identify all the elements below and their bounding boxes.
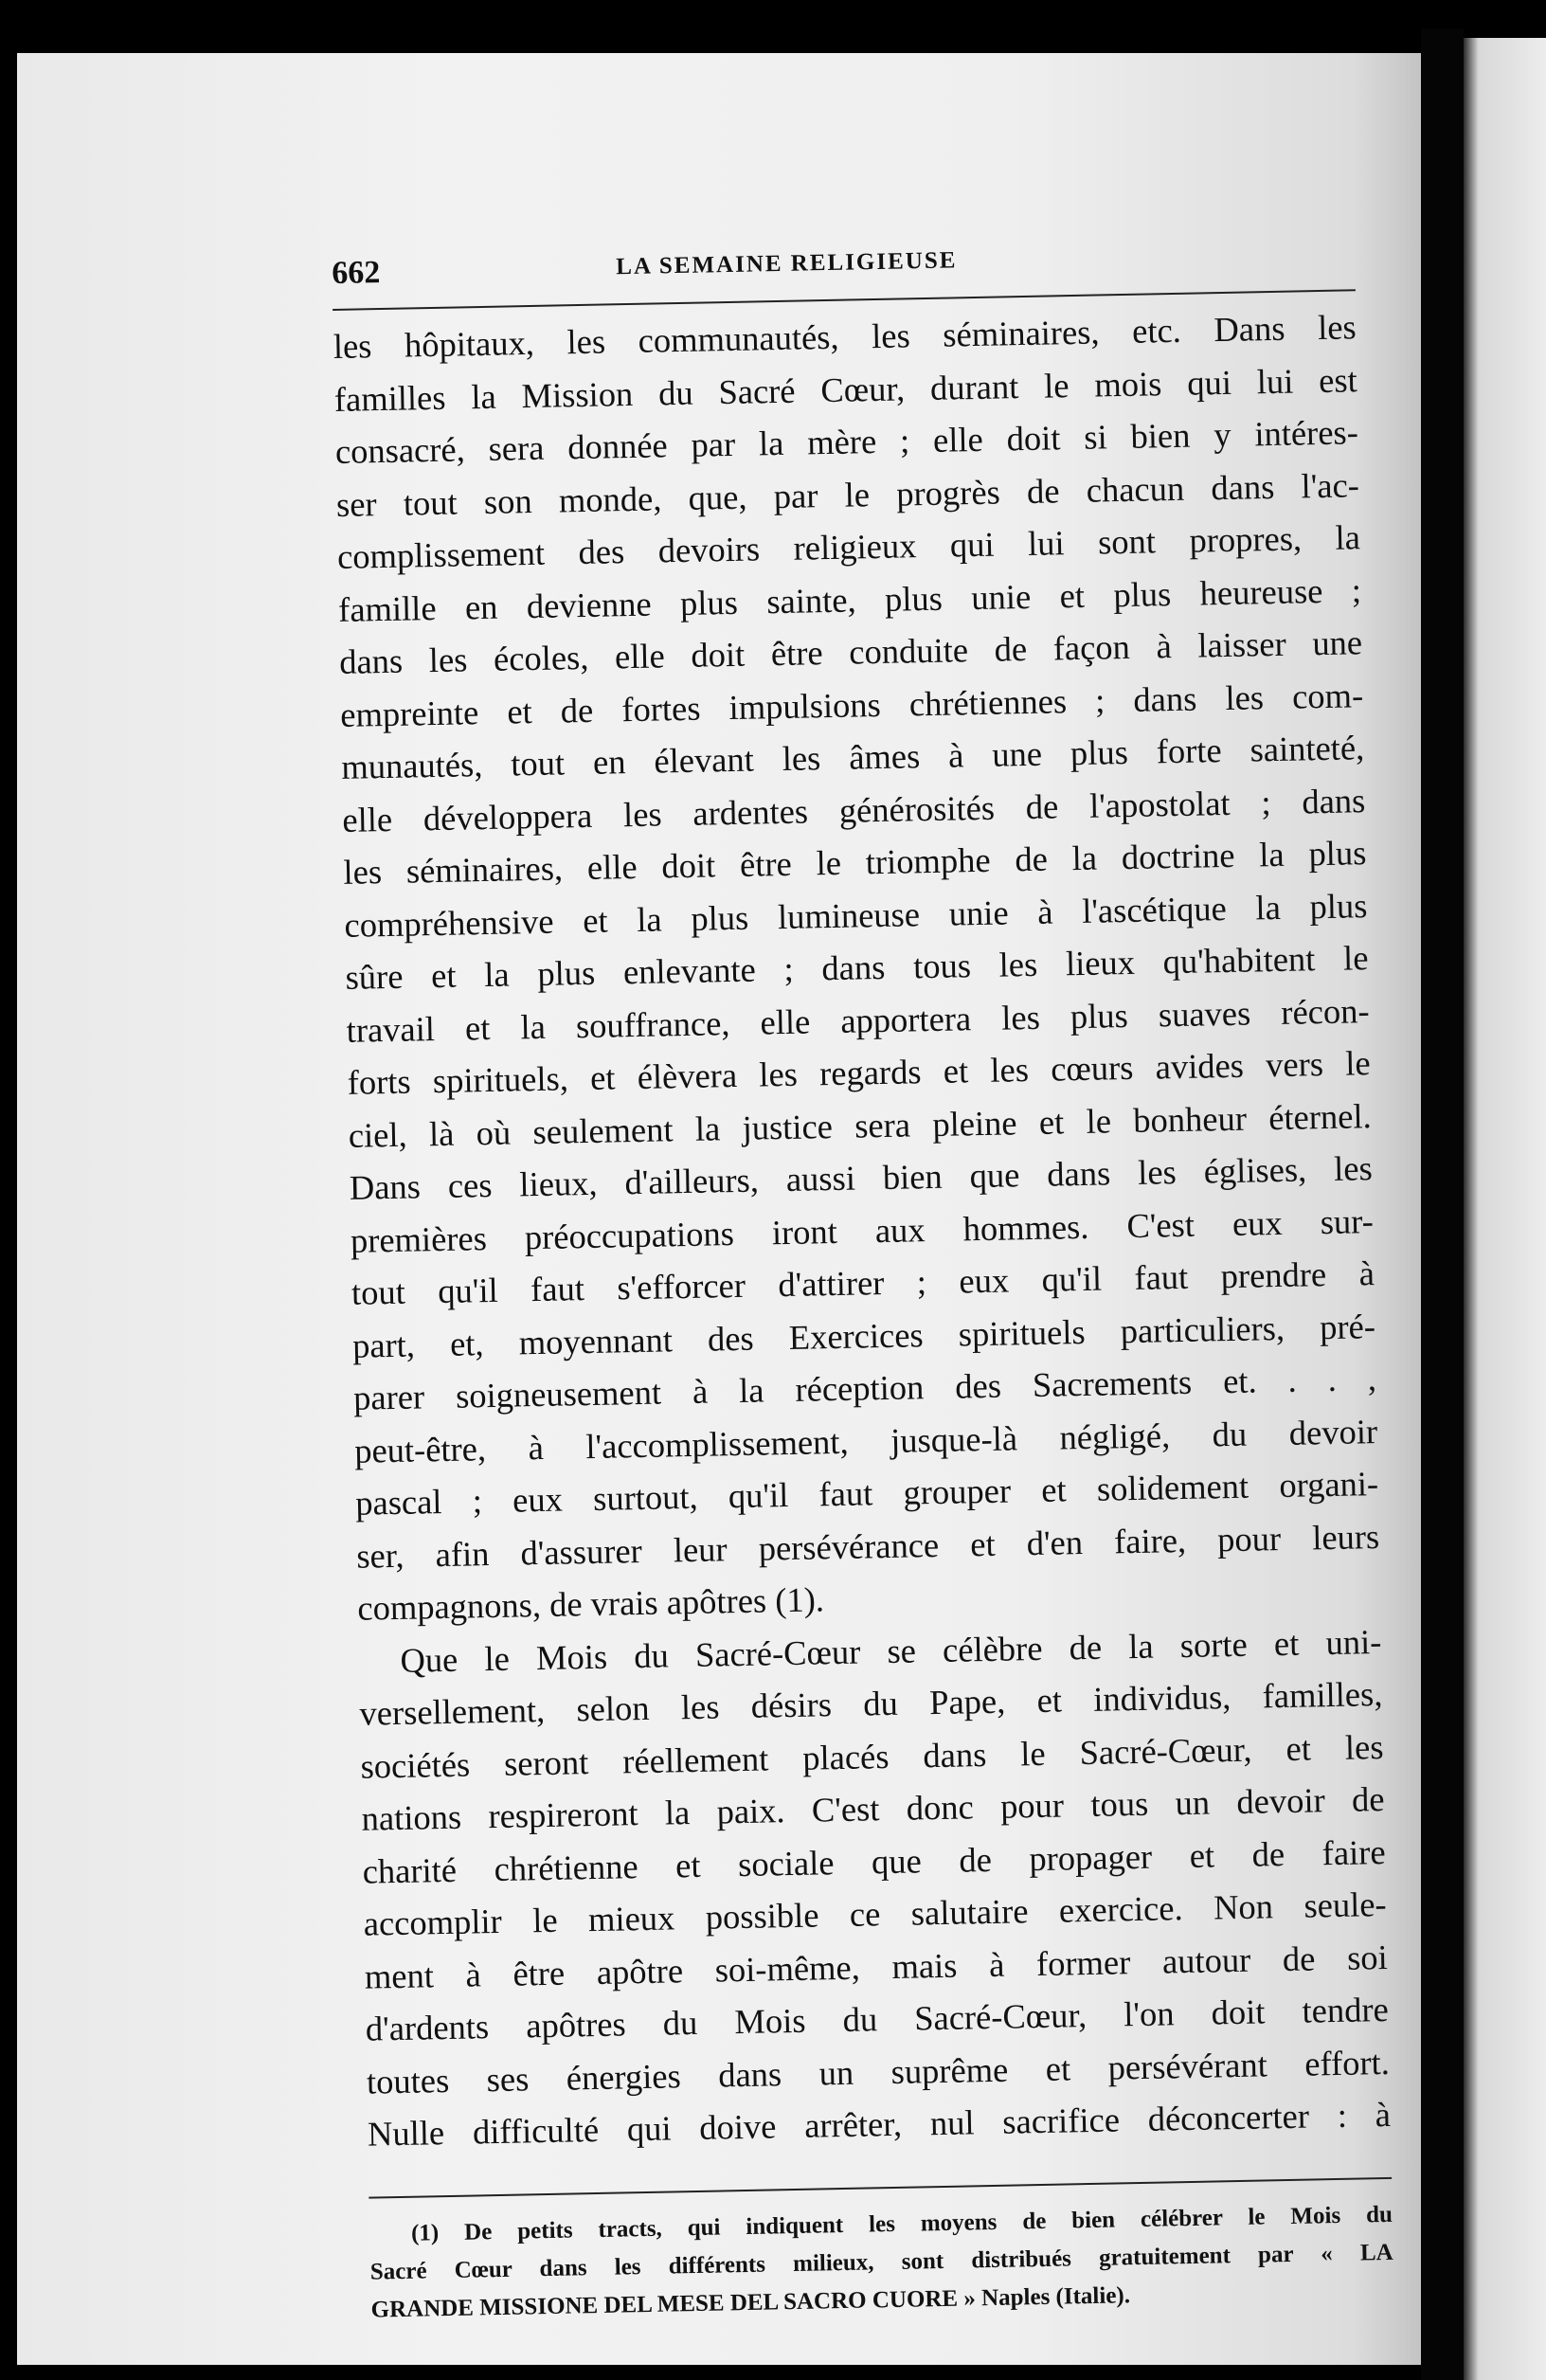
body-line: premières préoccupations iront aux hommes. C'est eux sur- [350, 1200, 1375, 1260]
body-line: sûre et la plus enlevante ; dans tous les lieux qu'habitent le [345, 938, 1369, 997]
body-line: ciel, là où seulement la justice sera pleine et le bonheur éternel. [348, 1095, 1373, 1155]
body-line: Que le Mois du Sacré-Cœur se célèbre de la sorte et uni- [400, 1621, 1382, 1680]
body-line: complissement des devoirs religieux qui lui sont propres, la [336, 517, 1361, 576]
body-line: empreinte et de fortes impulsions chrétiennes ; dans les com- [339, 675, 1364, 734]
body-line: versellement, selon les désirs du Pape, et individus, familles, [359, 1673, 1383, 1733]
body-line: tout qu'il faut s'efforcer d'attirer ; eux qu'il faut prendre à [351, 1253, 1375, 1312]
body-line: pascal ; eux surtout, qu'il faut grouper et solidement organi- [354, 1464, 1379, 1523]
footnote [369, 2195, 1394, 2329]
body-line: familles la Mission du Sacré Cœur, durant le mois qui lui est [333, 359, 1358, 419]
body-line: ser tout son monde, que, par le progrès de chacun dans l'ac- [335, 464, 1360, 524]
body-line: d'ardents apôtres du Mois du Sacré-Cœur, l'on doit tendre [365, 1989, 1390, 2048]
body-line: les séminaires, elle doit être le triomphe de la doctrine la plus [343, 833, 1367, 892]
body-line: accomplir le mieux possible ce salutaire exercice. Non seule- [363, 1884, 1387, 1943]
body-line: sociétés seront réellement placés dans le Sacré-Cœur, et les [360, 1726, 1384, 1786]
body-line: munautés, tout en élevant les âmes à une plus forte sainteté, [340, 728, 1365, 786]
body-line: famille en devienne plus sainte, plus unie et plus heureuse ; [337, 569, 1362, 629]
footnote-line: Sacré Cœur dans les différents milieux, sont distribués gratuitement par « LA [369, 2239, 1393, 2285]
journal-title: LA SEMAINE RELIGIEUSE [616, 247, 958, 280]
body-line: compagnons, de vrais apôtres (1). [357, 1579, 825, 1628]
body-line: part, et, moyennant des Exercices spirituels particuliers, pré- [351, 1306, 1376, 1365]
body-line: travail et la souffrance, elle apportera les plus suaves récon- [346, 990, 1370, 1050]
body-line: peut-être, à l'accomplissement, jusque-là négligé, du devoir [353, 1411, 1378, 1470]
body-line: dans les écoles, elle doit être conduite de façon à laisser une [338, 622, 1363, 681]
body-line: toutes ses énergies dans un suprême et persévérant effort. [366, 2042, 1391, 2101]
body-line: ment à être apôtre soi-même, mais à former autour de soi [364, 1937, 1389, 1996]
page-text-block [332, 236, 1394, 2329]
adjacent-page-edge [1464, 38, 1546, 2380]
footnote-rule [369, 2176, 1392, 2198]
body-line: ser, afin d'assurer leur persévérance et d'en faire, pour leurs [355, 1516, 1380, 1576]
body-line: les hôpitaux, les communautés, les séminaires, etc. Dans les [333, 307, 1357, 366]
body-line: compréhensive et la plus lumineuse unie à l'ascétique la plus [344, 885, 1368, 945]
body-line: Dans ces lieux, d'ailleurs, aussi bien que dans les églises, les [349, 1148, 1374, 1207]
body-line: charité chrétienne et sociale que de propager et de faire [362, 1831, 1386, 1891]
body-line: Nulle difficulté qui doive arrêter, nul sacrifice déconcerter : à [367, 2094, 1392, 2154]
body-line: parer soigneusement à la réception des Sacrements et. . . , [352, 1359, 1377, 1417]
gutter-shadow [1421, 28, 1464, 2380]
footnote-line: (1) De petits tracts, qui indiquent les moyens de bien célébrer le Mois du [410, 2201, 1393, 2246]
footnote-line: GRANDE MISSIONE DEL MESE DEL SACRO CUORE » Naples (Italie). [370, 2281, 1131, 2323]
body-line: elle développera les ardentes générosités de l'apostolat ; dans [342, 780, 1366, 839]
body-line: consacré, sera donnée par la mère ; elle doit si bien y intéres- [334, 412, 1359, 471]
body-line: forts spirituels, et élèvera les regards et les cœurs avides vers le [347, 1043, 1371, 1102]
page-number: 662 [332, 255, 381, 291]
body-text [333, 300, 1391, 2160]
body-line: nations respireront la paix. C'est donc pour tous un devoir de [361, 1778, 1385, 1838]
